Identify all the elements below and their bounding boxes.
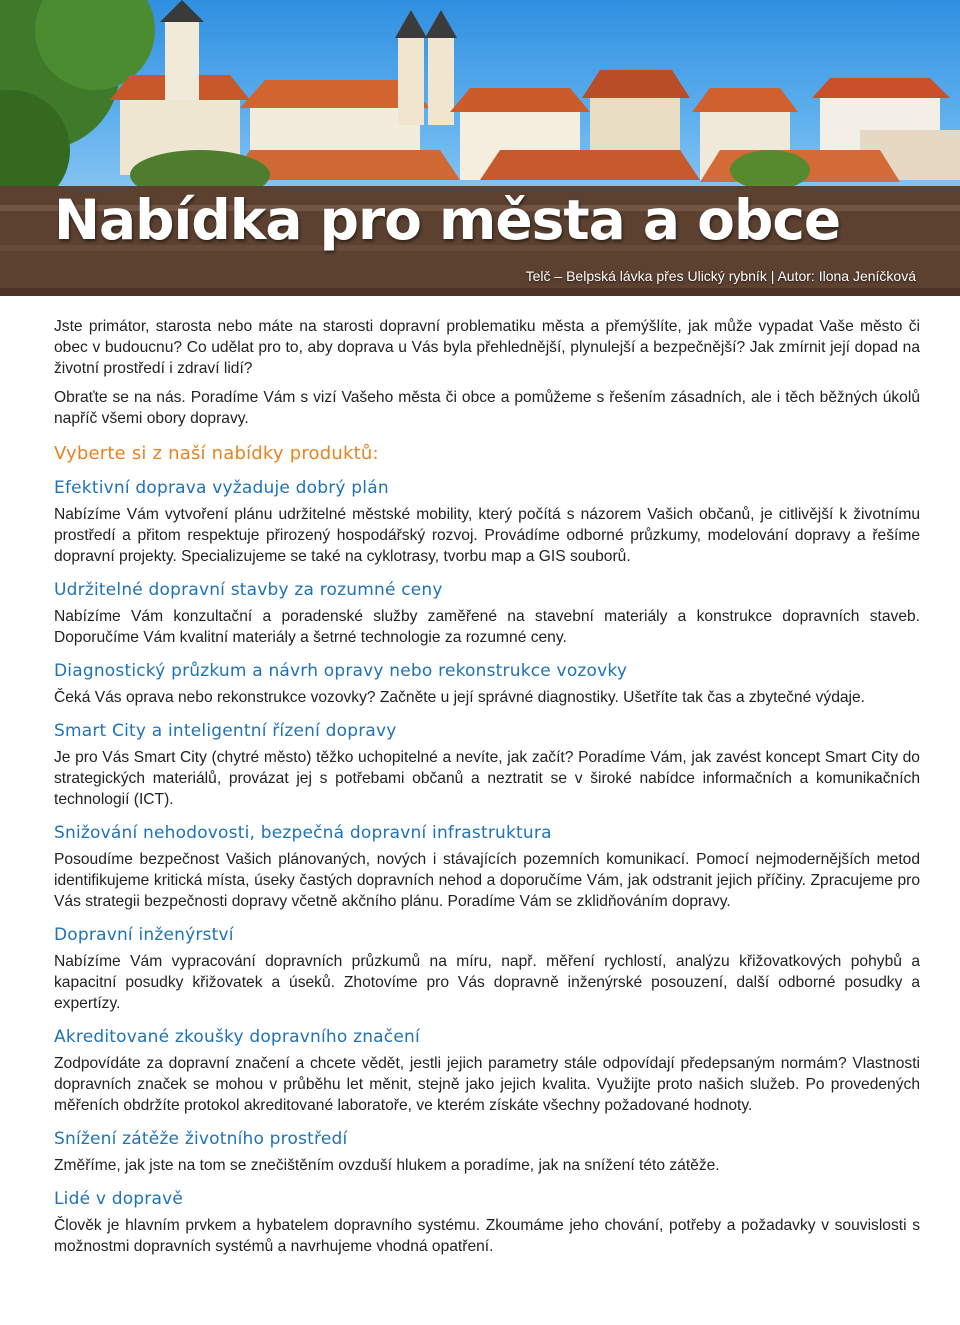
page-title: Nabídka pro města a obce [54,188,841,252]
section-title: Udržitelné dopravní stavby za rozumné ceny [54,580,443,600]
intro-paragraph-1: Jste primátor, starosta nebo máte na starosti dopravní problematiku města a přemýšlíte, jak může vypadat Vaše město či obec v budoucnu? Co udělat pro to, aby doprava u Vás byla přehlednější, plynulejší a bezpečnější? Jak zmírnit její dopad na životní prostředí i zdraví lidí? [54,318,920,377]
section-environment [54,1129,920,1176]
section-title: Dopravní inženýrství [54,925,234,945]
section-title: Snižování nehodovosti, bezpečná dopravní infrastruktura [54,823,552,843]
section-text: Změříme, jak jste na tom se znečištěním ovzduší hlukem a poradíme, jak na snížení této zátěže. [54,1157,720,1174]
section-mobility-plan [54,478,920,567]
intro-paragraph-2: Obraťte se na nás. Poradíme Vám s vizí Vašeho města či obce a pomůžeme s řešením zásadních, ale i těch běžných úkolů napříč všemi obory dopravy. [54,389,920,427]
section-text: Zodpovídáte za dopravní značení a chcete vědět, jestli jejich parametry stále odpovídají předepsaným normám? Vlastnosti dopravních značek se mohou v průběhu let měnit, stejně jako jejich kvalita. Využijte proto našich služeb. Po provedených měřeních obdržíte protokol akreditované laboratoře, ve kterém získáte všechny požadované hodnoty. [54,1055,920,1114]
section-title: Lidé v dopravě [54,1189,184,1209]
section-title: Snížení zátěže životního prostředí [54,1129,348,1149]
section-text: Je pro Vás Smart City (chytré město) těžko uchopitelné a nevíte, jak začít? Poradíme Vám, jak zavést koncept Smart City do strategických materiálů, provázat jej s potřebami občanů a neztratit se v široké nabídce informačních a komunikačních technologií (ICT). [54,749,920,808]
products-lead-heading: Vyberte si z naší nabídky produktů: [54,443,379,464]
section-traffic-engineering [54,925,920,1014]
hero-banner [0,0,960,296]
section-text: Nabízíme Vám vypracování dopravních průzkumů na míru, např. měření rychlostí, analýzu křižovatkových pohybů a kapacitní posudky křižovatek a úseků. Zhotovíme pro Vás dopravně inženýrské posouzení, další odborné posudky a expertízy. [54,953,920,1012]
section-sustainable-construction [54,580,920,648]
photo-caption: Telč – Belpská lávka přes Ulický rybník | Autor: Ilona Jeníčková [525,268,916,284]
section-road-safety [54,823,920,912]
section-text: Čeká Vás oprava nebo rekonstrukce vozovky? Začněte u její správné diagnostiky. Ušetříte tak čas a zbytečné výdaje. [54,689,866,706]
section-text: Nabízíme Vám vytvoření plánu udržitelné městské mobility, který počítá s názorem Vašich občanů, je citlivější k životnímu prostředí a přitom respektuje přirozený hospodářský rozvoj. Provádíme odborné průzkumy, modelování dopravy a řešíme dopravní projekty. Specializujeme se také na cyklotrasy, tvorbu map a GIS souborů. [54,506,920,565]
section-text: Nabízíme Vám konzultační a poradenské služby zaměřené na stavební materiály a konstrukce dopravních staveb. Doporučíme Vám kvalitní materiály a šetrné technologie za rozumné ceny. [54,608,920,646]
main-content [0,296,960,1257]
section-smart-city [54,721,920,810]
section-title: Efektivní doprava vyžaduje dobrý plán [54,478,389,498]
section-title: Diagnostický průzkum a návrh opravy nebo rekonstrukce vozovky [54,661,628,681]
section-title: Smart City a inteligentní řízení dopravy [54,721,397,741]
section-title: Akreditované zkoušky dopravního značení [54,1027,420,1047]
section-sign-testing [54,1027,920,1116]
section-road-diagnostics [54,661,920,708]
section-people-in-transport [54,1189,920,1257]
section-text: Posoudíme bezpečnost Vašich plánovaných, nových i stávajících pozemních komunikací. Pomocí nejmodernějších metod identifikujeme kritická místa, úseky častých dopravních nehod a doporučíme Vám, jak odstranit jejich příčiny. Zpracujeme pro Vás strategii bezpečnosti dopravy včetně akčního plánu. Poradíme Vám se zklidňováním dopravy. [54,851,920,910]
section-text: Člověk je hlavním prvkem a hybatelem dopravního systému. Zkoumáme jeho chování, potřeby a požadavky v souvislosti s možnostmi dopravních systémů a navrhujeme vhodná opatření. [54,1217,920,1255]
